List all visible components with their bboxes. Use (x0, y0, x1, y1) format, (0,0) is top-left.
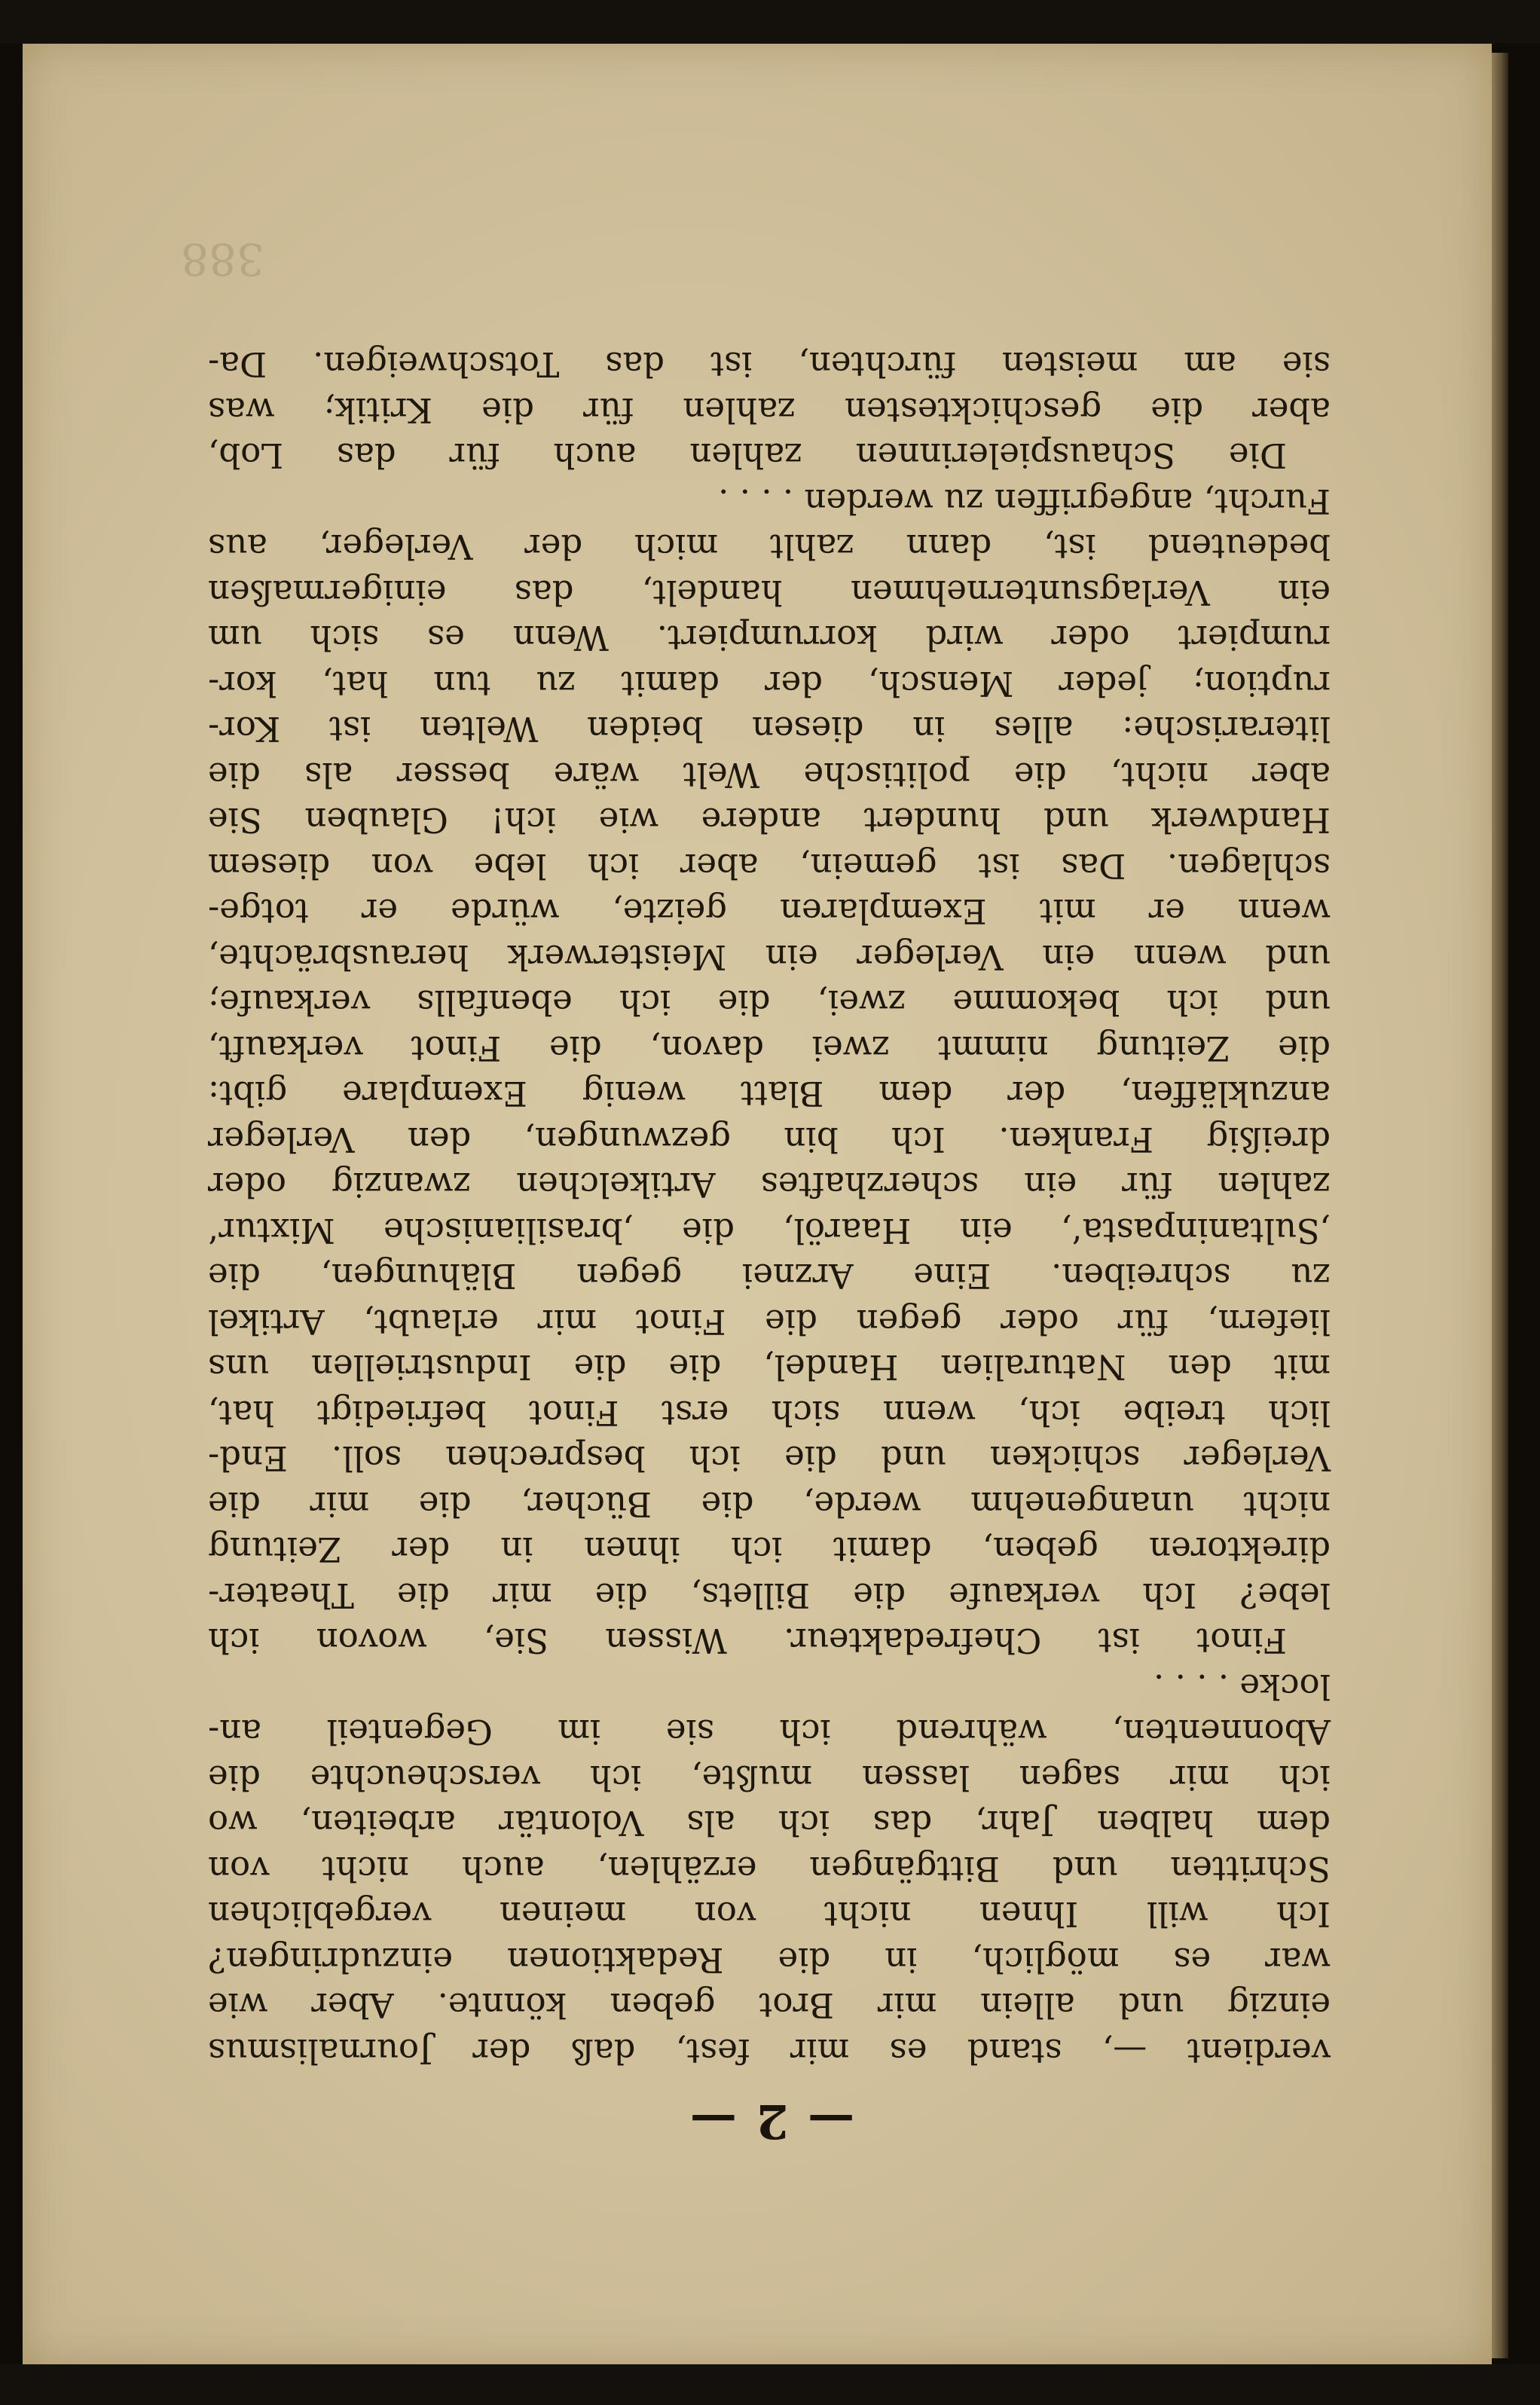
text-line: literarische: alles in diesen beiden Welten ist Kor- (208, 709, 1331, 750)
text-line: aber nicht, die politische Welt wäre besser als die (208, 755, 1331, 795)
text-line: lich treibe ich, wenn sich erst Finot befriedigt hat, (208, 1393, 1331, 1433)
text-line: ein Verlagsunternehmen handelt, das einigermaßen (208, 573, 1331, 613)
text-line: Die Schauspielerinnen zahlen auch für das Lob, (208, 435, 1287, 476)
text-line: locke . . . . (1153, 1667, 1331, 1707)
text-line: Verleger schicken und die ich besprechen soll. End- (208, 1438, 1331, 1479)
text-line: sie am meisten fürchten, ist das Totschweigen. Da- (208, 344, 1331, 385)
text-line: ‚Sultaninpasta‘, ein Haaröl, die ‚brasilianische Mixtur‘ (208, 1211, 1331, 1251)
text-line: mit den Naturalien Handel, die die Industriellen uns (208, 1347, 1331, 1388)
text-line: verdient —, stand es mir fest, daß der Journalismus (208, 2031, 1331, 2071)
text-line: ruption; jeder Mensch, der damit zu tun hat, kor- (208, 664, 1331, 704)
text-line: direktoren geben, damit ich ihnen in der Zeitung (208, 1529, 1331, 1570)
text-line: und wenn ein Verleger ein Meisterwerk herausbrächte, (208, 937, 1331, 977)
text-line: anzukläffen, der dem Blatt wenig Exemplare gibt: (208, 1074, 1331, 1114)
text-line: einzig und allein mir Brot geben könnte. Aber wie (208, 1985, 1331, 2026)
text-line: und ich bekomme zwei, die ich ebenfalls verkaufe; (208, 982, 1331, 1023)
text-line: lebe? Ich verkaufe die Billets, die mir die Theater- (208, 1575, 1331, 1615)
text-line: zu schreiben. Eine Arznei gegen Blähungen, die (208, 1256, 1331, 1297)
text-line: Abonnenten, während ich sie im Gegenteil an- (208, 1712, 1331, 1753)
text-line: die Zeitung nimmt zwei davon, die Finot verkauft, (208, 1028, 1331, 1068)
text-line: liefern, für oder gegen die Finot mir erlaubt, Artikel (208, 1302, 1331, 1342)
text-line: war es möglich, in die Redaktionen einzudringen? (208, 1940, 1331, 1980)
text-line: wenn er mit Exemplaren geizte, würde er totge- (208, 891, 1331, 932)
text-line: Ich will Ihnen nicht von meinen vergeblichen (208, 1894, 1331, 1935)
text-line: nicht unangenehm werde, die Bücher, die mir die (208, 1484, 1331, 1524)
text-line: Finot ist Chefredakteur. Wissen Sie, wovon ich (208, 1621, 1287, 1661)
text-line: zahlen für ein scherzhaftes Artikelchen zwanzig oder (208, 1165, 1331, 1206)
text-line: ich mir sagen lassen mußte, ich verscheuchte die (208, 1758, 1331, 1798)
page-number: — 2 — (688, 2094, 855, 2149)
text-line: Handwerk und hundert andere wie ich! Glauben Sie (208, 800, 1331, 841)
text-line: rumpiert oder wird korrumpiert. Wenn es sich um (208, 618, 1331, 659)
text-line: schlagen. Das ist gemein, aber ich lebe von diesem (208, 846, 1331, 886)
text-line: aber die geschicktesten zahlen für die Kritik; was (208, 390, 1331, 430)
text-line: Furcht, angegriffen zu werden . . . . (718, 481, 1331, 521)
text-line: Schritten und Bittgängen erzählen, auch nicht von (208, 1849, 1331, 1889)
body-text (208, 341, 1331, 2073)
bleed-through-page-number: 388 (181, 234, 264, 285)
text-line: dem halben Jahr, das ich als Volontär arbeiten, wo (208, 1803, 1331, 1844)
text-line: dreißig Franken. Ich bin gezwungen, den Verleger (208, 1120, 1331, 1160)
text-line: bedeutend ist, dann zahlt mich der Verleger, aus (208, 527, 1331, 567)
